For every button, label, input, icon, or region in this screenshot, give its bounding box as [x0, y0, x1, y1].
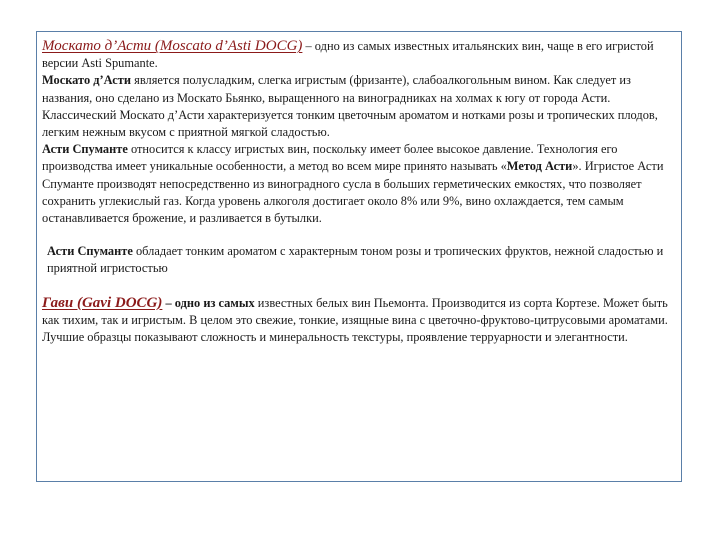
asti-spumante-text: относится к классу игристых вин, поскольку имеет более высокое давление. Технология его производства имеет уникальные особенности, а метод во всем мире принято называть « [42, 142, 618, 174]
gavi-dash-bold: – одно из самых [162, 295, 255, 310]
moscato-intro-text: – одно из самых известных итальянских вин, чаще в его игристой версии Asti Spumante. [42, 39, 654, 71]
moscato-intro-paragraph [42, 38, 680, 72]
gavi-title-text: Гави (Gavi DOCG) [42, 294, 163, 311]
asti-spumante-paragraph [42, 141, 680, 227]
asti-aroma-bold: Асти Спуманте [47, 244, 133, 259]
asti-aroma-text: обладает тонким ароматом с характерным тоном розы и тропических фруктов, нежной сладостью и приятной игристостью [47, 244, 664, 276]
moscato-description-paragraph [42, 72, 680, 141]
moscato-title: Москато д’Асти (Moscato d’Asti DOCG) [42, 38, 303, 54]
asti-spumante-bold: Асти Спуманте [42, 142, 128, 157]
gavi-text: известных белых вин Пьемонта. Производится из сорта Кортезе. Может быть как тихим, так и игристым. В целом это свежие, тонкие, изящные вина с цветочно-фруктово-цитрусовыми ароматами. Лучшие образцы показывают сложность и минеральность текстуры, проявление терруарности и элегантности. [42, 295, 668, 345]
asti-aroma-paragraph [42, 243, 680, 277]
slide-content [42, 38, 680, 346]
asti-method-bold: Метод Асти [506, 159, 573, 174]
asti-spumante-text-continued: ». Игристое Асти Спуманте производят непосредственно из виноградного сусла в больших герметических емкостях, что позволяет сохранить углекислый газ. Когда уровень алкоголя достигает около 8% или 9%, вино охлаждается, тем самым останавливается брожение, и разливается в бутылки. [42, 159, 664, 226]
moscato-name-bold: Москато д’Асти [42, 73, 132, 88]
moscato-description-text: является полусладким, слегка игристым (фризанте), слабоалкогольным вином. Как следует из названия, оно сделано из Москато Бьянко, выращенного на виноградниках на холмах к югу от города Асти. Классический Москато д’Асти характеризуется тонким цветочным ароматом и нотками розы и тропических плодов, легким нежным вкусом с приятной мягкой сладостью. [42, 73, 658, 140]
gavi-paragraph [42, 295, 680, 347]
gavi-title [42, 295, 162, 311]
